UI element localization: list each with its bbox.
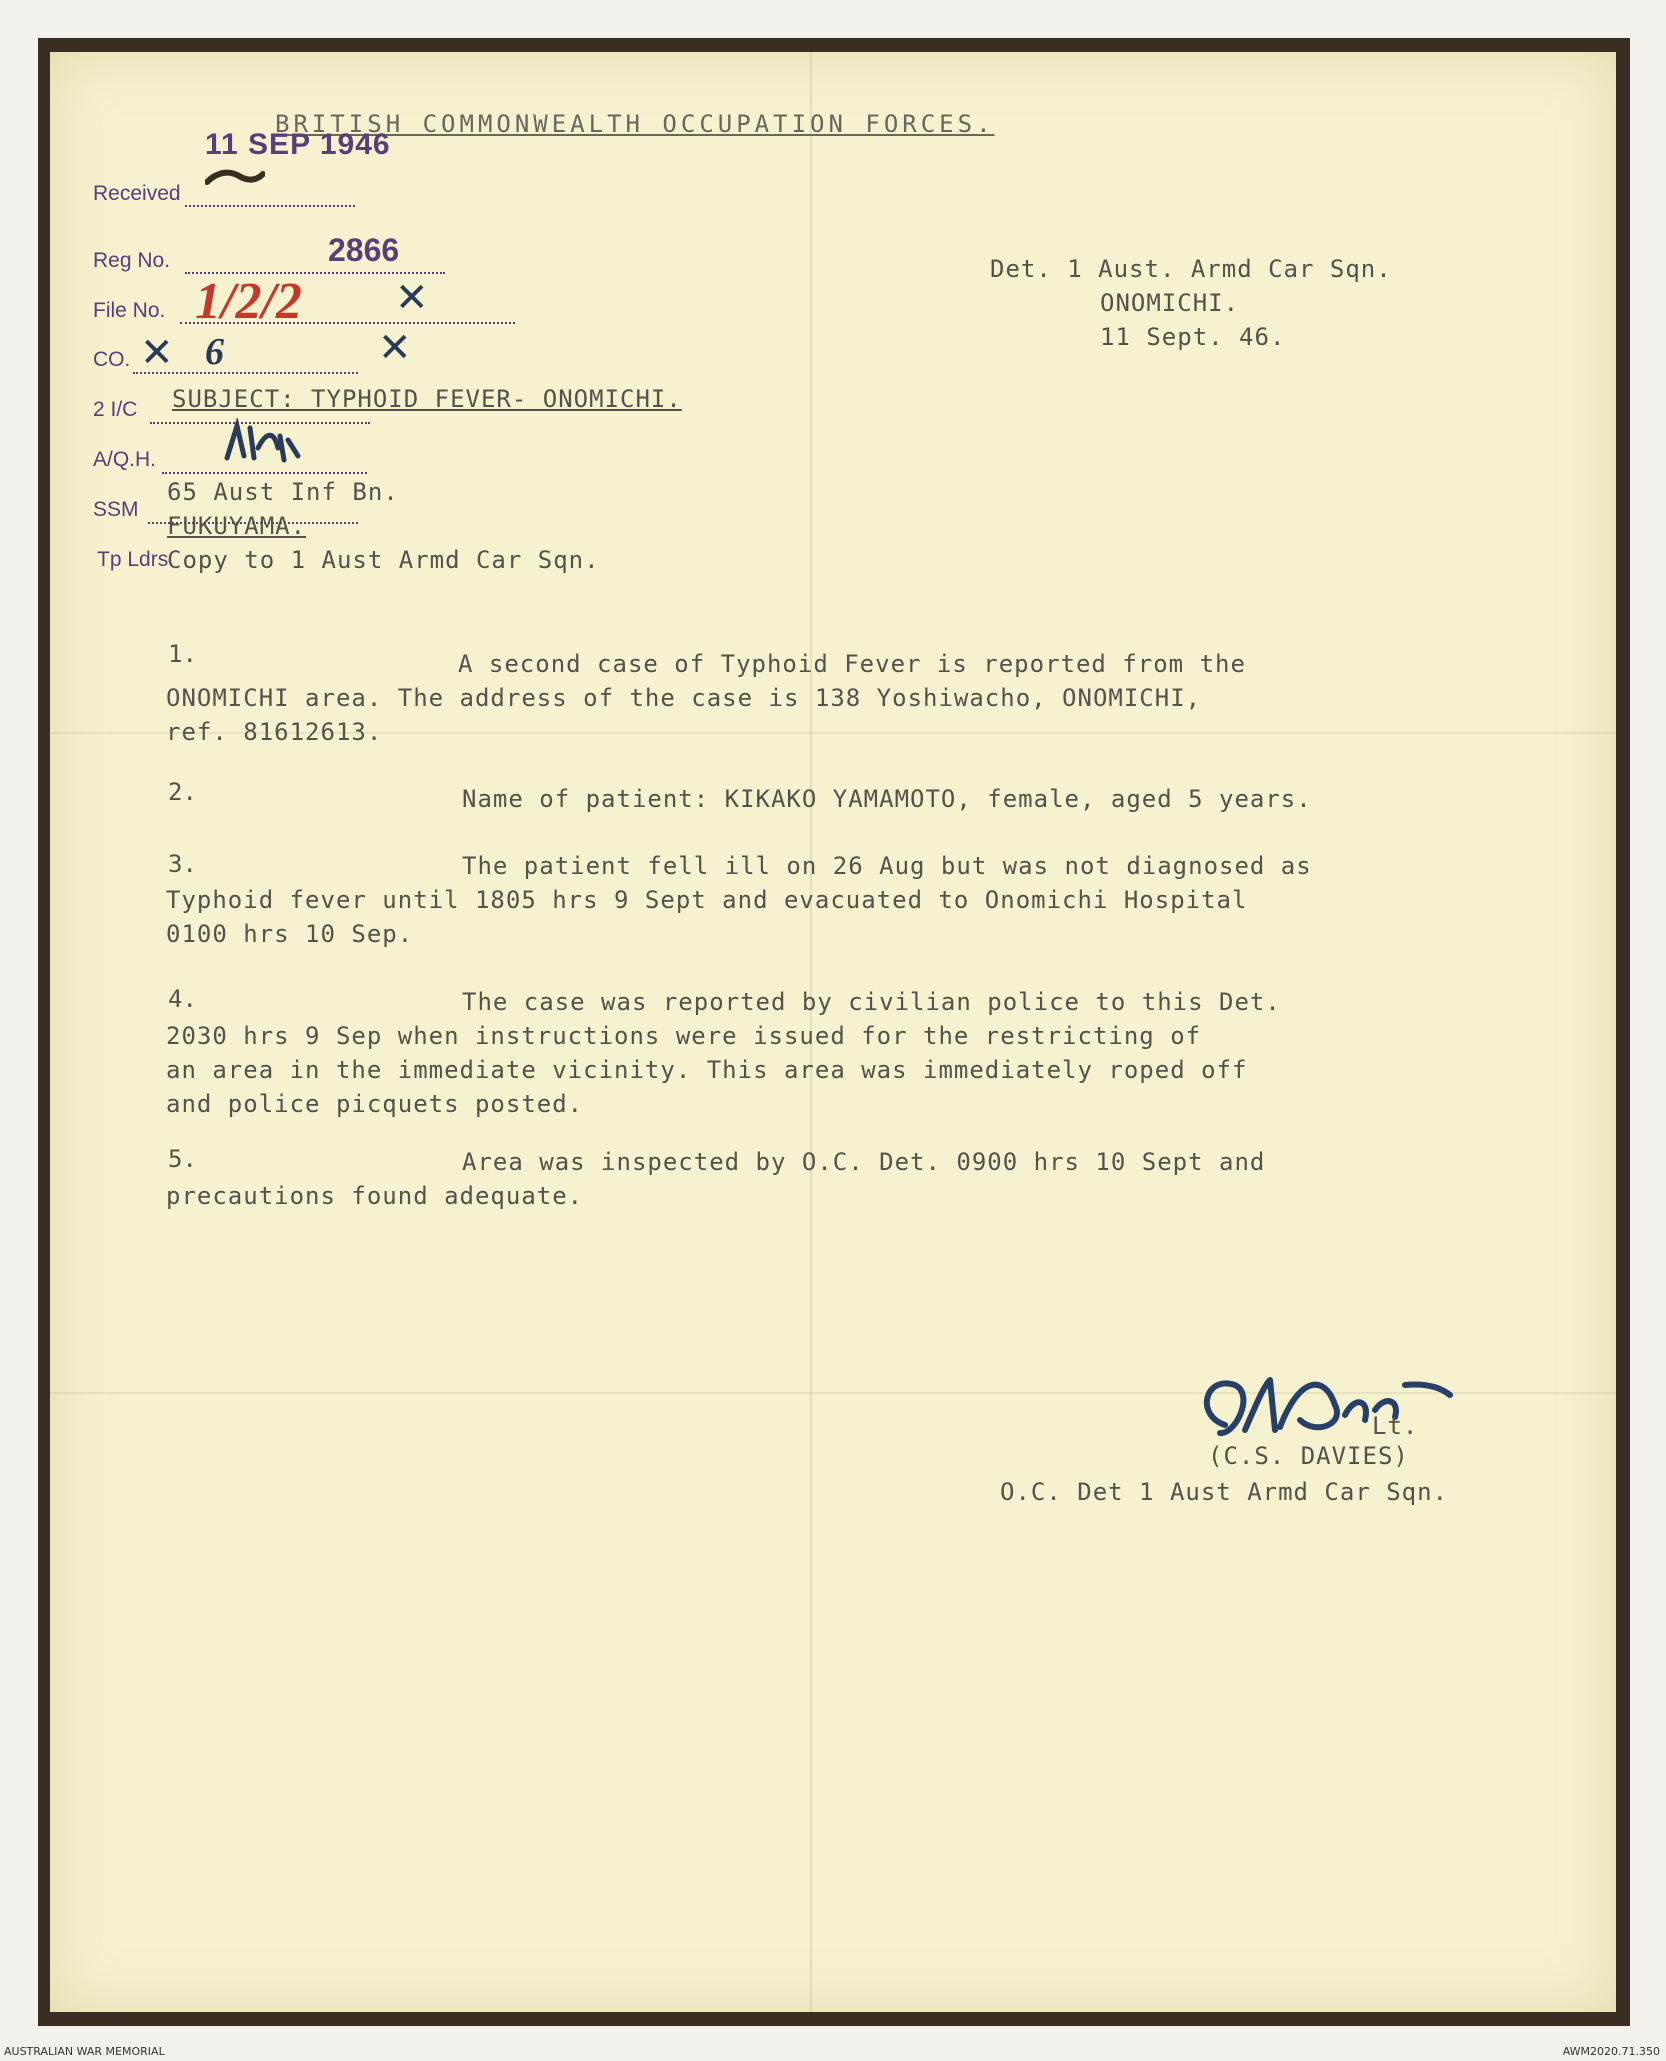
stamp-label-aqh: A/Q.H. [93, 448, 157, 471]
paper-damage-mark [205, 168, 265, 190]
stamp-label-file-no: File No. [93, 299, 166, 322]
sender-unit: Det. 1 Aust. Armd Car Sqn. [990, 255, 1392, 283]
copy-to-line: Copy to 1 Aust Armd Car Sqn. [167, 546, 600, 574]
stamp-line-aqh [162, 472, 367, 474]
paragraph-line: A second case of Typhoid Fever is reported from the [458, 650, 1246, 678]
paragraph-number: 5. [168, 1145, 197, 1173]
paragraph-line: The patient fell ill on 26 Aug but was not diagnosed as [462, 852, 1312, 880]
paragraph-line: Area was inspected by O.C. Det. 0900 hrs 10 Sept and [462, 1148, 1266, 1176]
stamp-label-co: CO. [93, 348, 131, 371]
sender-date: 11 Sept. 46. [1100, 323, 1286, 351]
signatory-rank: Lt. [1372, 1412, 1419, 1440]
ink-cross-mark: ✕ [378, 325, 412, 371]
paragraph-line: Name of patient: KIKAKO YAMAMOTO, female, aged 5 years. [462, 785, 1312, 813]
stamp-label-2ic: 2 I/C [93, 398, 138, 421]
letterhead: BRITISH COMMONWEALTH OCCUPATION FORCES. [275, 110, 995, 138]
signatory-name: (C.S. DAVIES) [1208, 1442, 1409, 1470]
stamp-line-received [185, 205, 355, 207]
signatory-title: O.C. Det 1 Aust Armd Car Sqn. [1000, 1478, 1449, 1506]
footer-accession-number: AWM2020.71.350 [1562, 2045, 1660, 2058]
file-number-handwritten: 1/2/2 [195, 273, 302, 330]
ink-initials [222, 418, 302, 468]
paragraph-number: 2. [168, 778, 197, 806]
paragraph-number: 1. [168, 640, 197, 668]
paragraph-number: 4. [168, 985, 197, 1013]
reg-number: 2866 [328, 232, 400, 268]
ink-initials: 6 [205, 331, 224, 373]
subject-line: SUBJECT: TYPHOID FEVER- ONOMICHI. [172, 385, 682, 413]
sender-place: ONOMICHI. [1100, 289, 1240, 317]
paragraph-line: Typhoid fever until 1805 hrs 9 Sept and evacuated to Onomichi Hospital [166, 886, 1248, 914]
paragraph-line: precautions found adequate. [166, 1182, 584, 1210]
paragraph-line: 2030 hrs 9 Sep when instructions were issued for the restricting of [166, 1022, 1202, 1050]
ink-cross-mark: ✕ [395, 275, 429, 321]
stamp-label-reg-no: Reg No. [93, 249, 171, 272]
stamp-label-received: Received [93, 182, 181, 205]
footer-institution: AUSTRALIAN WAR MEMORIAL [4, 2045, 165, 2058]
stamp-label-ssm: SSM [93, 498, 139, 521]
paragraph-line: ONOMICHI area. The address of the case is 138 Yoshiwacho, ONOMICHI, [166, 684, 1202, 712]
paragraph-line: and police picquets posted. [166, 1090, 584, 1118]
addressee-place: FUKUYAMA. [167, 512, 307, 540]
paragraph-line: an area in the immediate vicinity. This area was immediately roped off [166, 1056, 1248, 1084]
paragraph-number: 3. [168, 850, 197, 878]
paragraph-line: ref. 81612613. [166, 718, 383, 746]
addressee-unit: 65 Aust Inf Bn. [167, 478, 399, 506]
stamp-label-tp-ldrs: Tp Ldrs. [97, 548, 175, 571]
stamp-date: 11 SEP 1946 [205, 128, 391, 161]
paragraph-line: The case was reported by civilian police to this Det. [462, 988, 1281, 1016]
paragraph-line: 0100 hrs 10 Sep. [166, 920, 414, 948]
ink-cross-mark: ✕ [140, 330, 174, 376]
